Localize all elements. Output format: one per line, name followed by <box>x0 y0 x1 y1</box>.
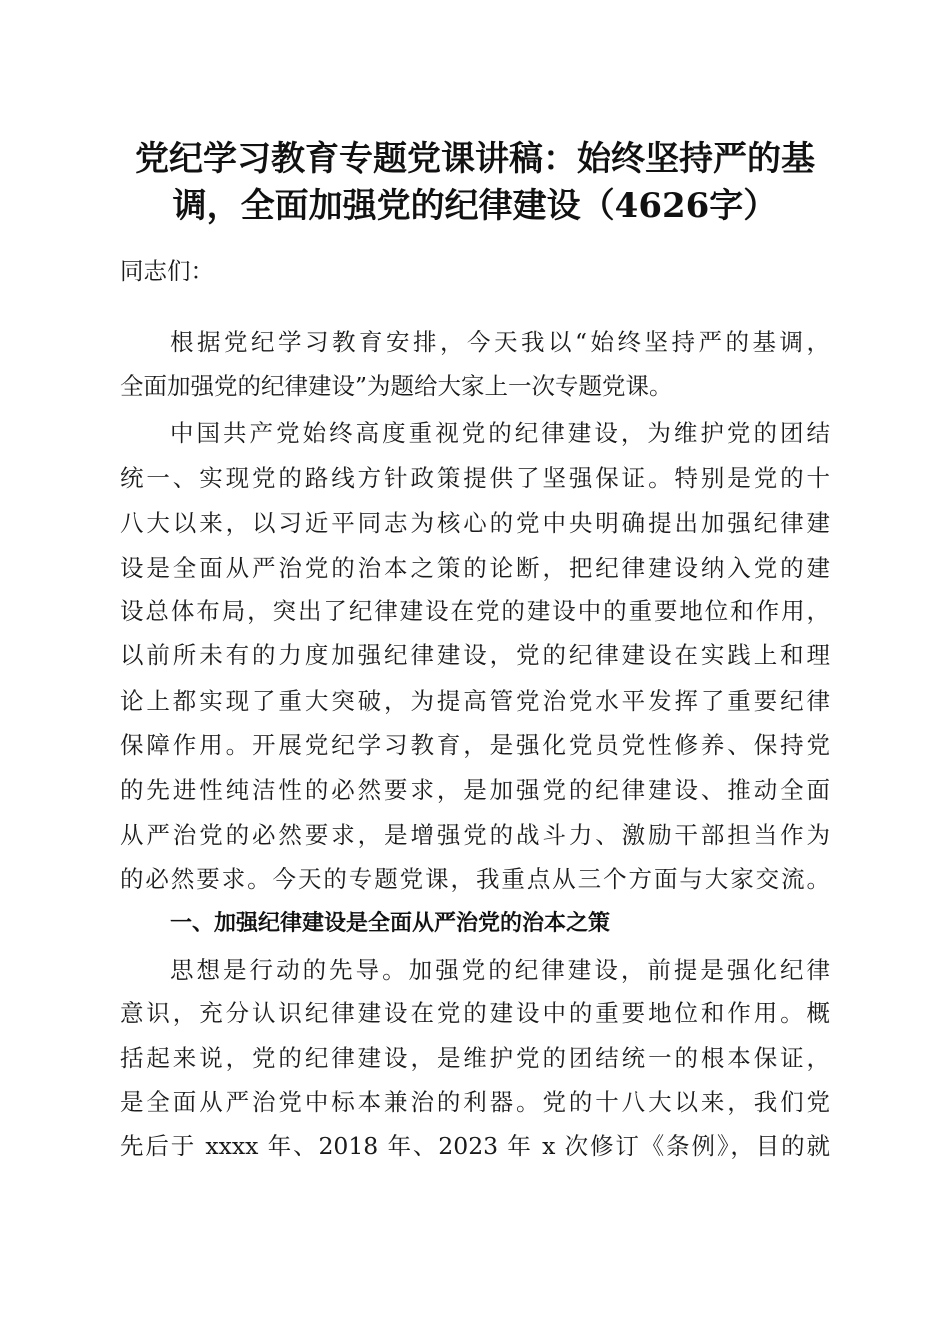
document-title-line-1: 党纪学习教育专题党课讲稿：始终坚持严的基 <box>135 139 815 179</box>
paragraph-line: 全面加强党的纪律建设”为题给大家上一次专题党课。 <box>120 372 673 400</box>
paragraph-line: 根据党纪学习教育安排，今天我以“始终坚持严的基调， <box>170 328 830 356</box>
paragraph-line: 设总体布局，突出了纪律建设在党的建设中的重要地位和作用， <box>120 597 830 625</box>
section-heading: 一、加强纪律建设是全面从严治党的治本之策 <box>170 911 611 936</box>
paragraph-line: 的必然要求。今天的专题党课，我重点从三个方面与大家交流。 <box>120 865 830 893</box>
paragraph-line: 的先进性纯洁性的必然要求，是加强党的纪律建设、推动全面 <box>120 776 830 804</box>
paragraph-line: 是全面从严治党中标本兼治的利器。党的十八大以来，我们党 <box>120 1088 830 1116</box>
salutation: 同志们： <box>120 257 214 285</box>
document-title-line-2: 调，全面加强党的纪律建设（4626字） <box>172 186 778 226</box>
paragraph-line: 意识，充分认识纪律建设在党的建设中的重要地位和作用。概 <box>120 999 830 1027</box>
paragraph-line: 从严治党的必然要求，是增强党的战斗力、激励干部担当作为 <box>120 821 830 849</box>
paragraph-line: 设是全面从严治党的治本之策的论断，把纪律建设纳入党的建 <box>120 554 830 582</box>
paragraph-line: 先后于 xxxx 年、2018 年、2023 年 x 次修订《条例》，目的就 <box>120 1132 830 1160</box>
paragraph-line: 统一、实现党的路线方针政策提供了坚强保证。特别是党的十 <box>120 464 830 492</box>
paragraph-line: 中国共产党始终高度重视党的纪律建设，为维护党的团结 <box>170 419 830 447</box>
paragraph-line: 括起来说，党的纪律建设，是维护党的团结统一的根本保证， <box>120 1044 830 1072</box>
paragraph-line: 以前所未有的力度加强纪律建设，党的纪律建设在实践上和理 <box>120 641 830 669</box>
paragraph-line: 思想是行动的先导。加强党的纪律建设，前提是强化纪律 <box>170 956 830 984</box>
paragraph-line: 八大以来，以习近平同志为核心的党中央明确提出加强纪律建 <box>120 509 830 537</box>
paragraph-line: 保障作用。开展党纪学习教育，是强化党员党性修养、保持党 <box>120 731 830 759</box>
paragraph-line: 论上都实现了重大突破，为提高管党治党水平发挥了重要纪律 <box>120 687 830 715</box>
